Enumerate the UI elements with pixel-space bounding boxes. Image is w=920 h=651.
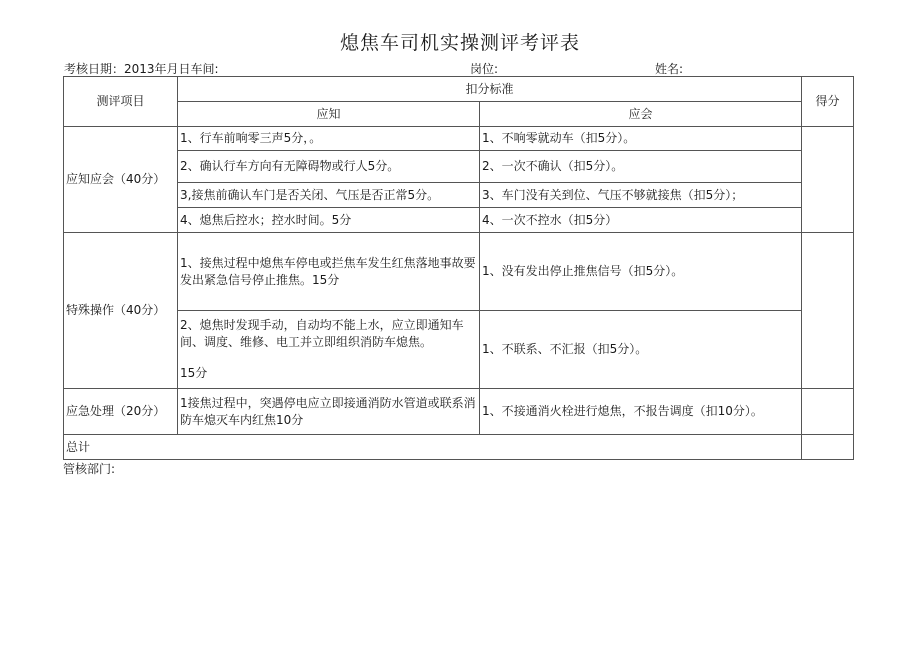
standard-know-text: 2、熄焦时发现手动，自动均不能上水，应立即通知车间、调度、维修、电工并立即组织消防车熄焦。 xyxy=(180,318,464,349)
section-name: 特殊操作（40分） xyxy=(64,233,178,389)
standard-do-cell: 4、一次不控水（扣5分） xyxy=(480,208,802,233)
standard-know-points: 15分 xyxy=(180,366,208,380)
page-title: 熄焦车司机实操测评考评表 xyxy=(339,32,580,54)
standard-know-cell: 3,接焦前确认车门是否关闭、气压是否正常5分。 xyxy=(178,183,480,208)
header-should-know: 应知 xyxy=(178,102,480,127)
standard-know-cell: 1接焦过程中，突遇停电应立即接通消防水管道或联系消防车熄灭车内红焦10分 xyxy=(178,389,480,435)
standard-do-cell: 1、不联系、不汇报（扣5分）。 xyxy=(480,311,802,389)
section-name: 应急处理（20分） xyxy=(64,389,178,435)
score-cell[interactable] xyxy=(802,233,854,389)
footer-dept: 管核部门: xyxy=(63,462,116,476)
header-standard: 扣分标准 xyxy=(178,77,802,102)
header-item: 测评项目 xyxy=(64,77,178,127)
header-should-do: 应会 xyxy=(480,102,802,127)
total-label: 总计 xyxy=(64,435,802,460)
header-score: 得分 xyxy=(802,77,854,127)
total-score-cell[interactable] xyxy=(802,435,854,460)
section-name: 应知应会（40分） xyxy=(64,127,178,233)
meta-post: 岗位: xyxy=(470,62,499,76)
standard-do-cell: 1、没有发出停止推焦信号（扣5分）。 xyxy=(480,233,802,311)
meta-date-dept: 考核日期：2013年月日车间: xyxy=(64,62,219,76)
score-cell[interactable] xyxy=(802,127,854,233)
meta-name: 姓名: xyxy=(655,62,684,76)
standard-know-cell xyxy=(178,311,480,389)
evaluation-table xyxy=(63,76,854,460)
score-cell[interactable] xyxy=(802,389,854,435)
standard-know-cell: 2、确认行车方向有无障碍物或行人5分。 xyxy=(178,151,480,183)
standard-do-cell: 2、一次不确认（扣5分）。 xyxy=(480,151,802,183)
standard-do-cell: 1、不响零就动车（扣5分）。 xyxy=(480,127,802,151)
standard-know-cell: 1、行车前响零三声5分，。 xyxy=(178,127,480,151)
standard-do-cell: 3、车门没有关到位、气压不够就接焦（扣5分）； xyxy=(480,183,802,208)
standard-know-cell: 1、接焦过程中熄焦车停电或拦焦车发生红焦落地事故要发出紧急信号停止推焦。15分 xyxy=(178,233,480,311)
standard-know-cell: 4、熄焦后控水；控水时间。5分 xyxy=(178,208,480,233)
standard-do-cell: 1、不接通消火栓进行熄焦，不报告调度（扣10分）。 xyxy=(480,389,802,435)
